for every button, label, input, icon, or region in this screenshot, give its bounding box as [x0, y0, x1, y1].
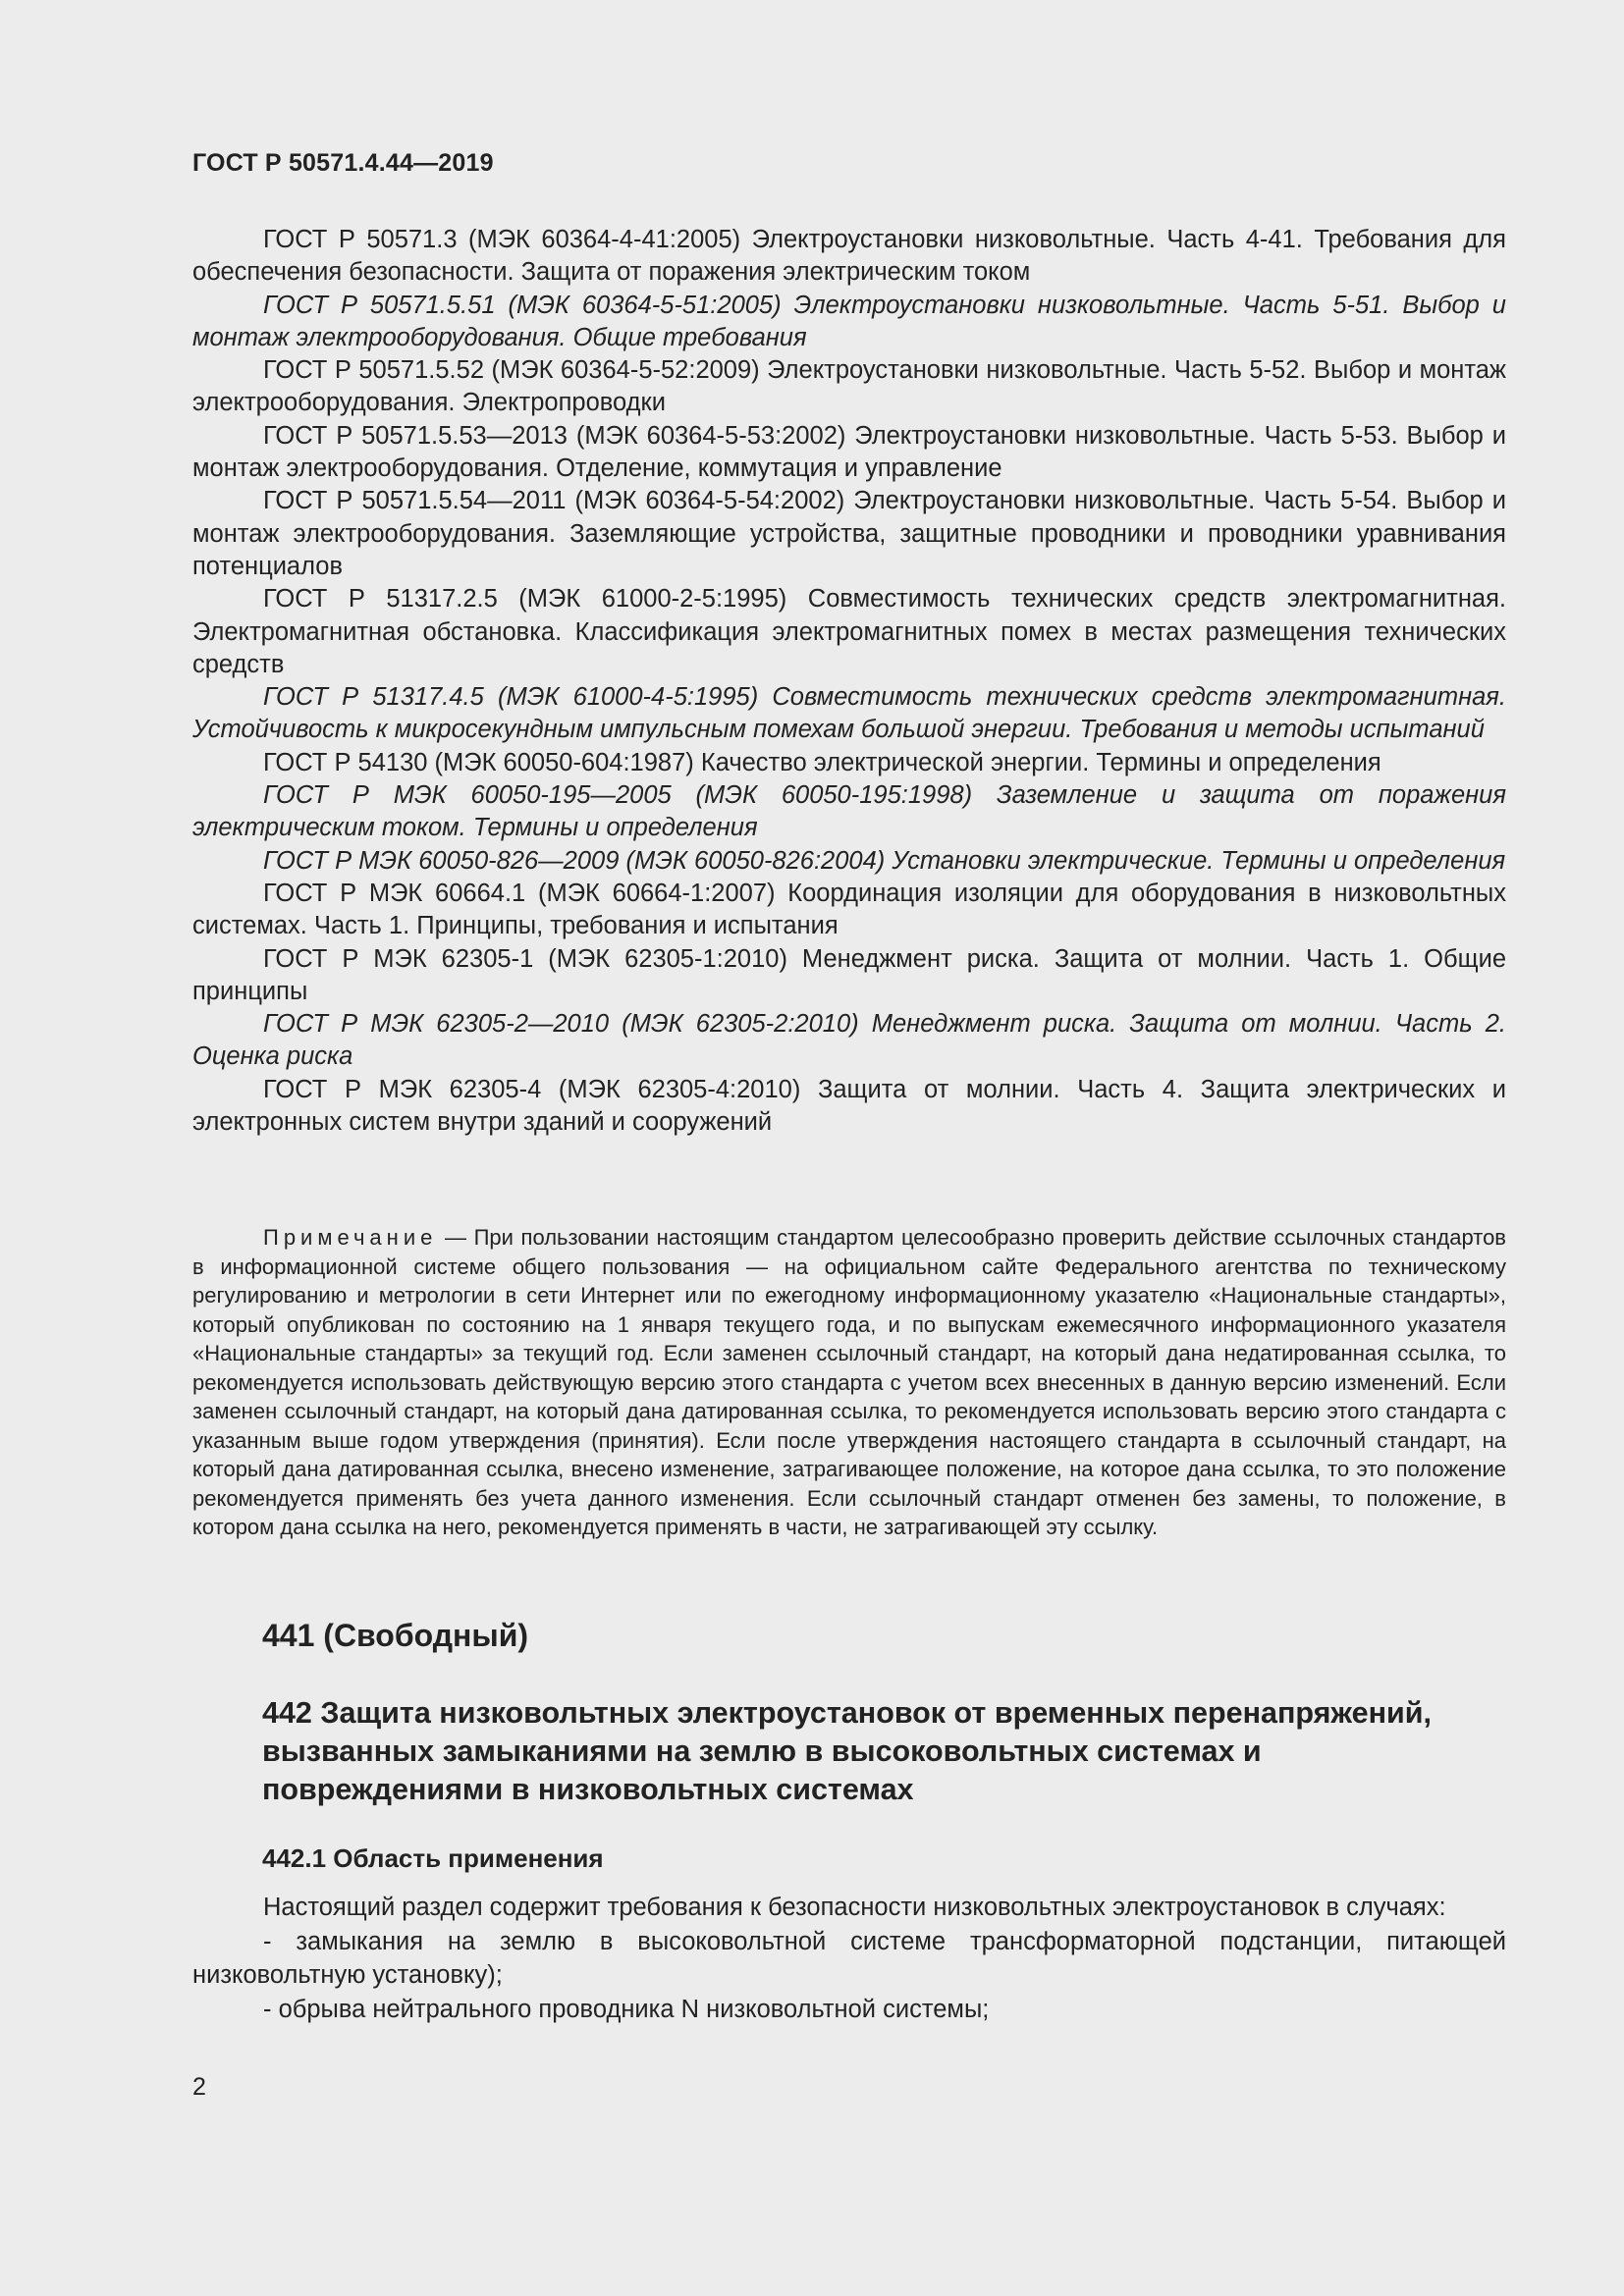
reference-item: ГОСТ Р МЭК 60050-826—2009 (МЭК 60050-826:2004) Установки электрические. Термины и определения — [263, 846, 1506, 875]
normative-references-list — [192, 224, 1506, 1139]
reference-item: ГОСТ Р МЭК 60664.1 (МЭК 60664-1:2007) Координация изоляции для оборудования в низковольтных системах. Часть 1. Принципы, требования и испытания — [192, 879, 1506, 940]
body-paragraph: Настоящий раздел содержит требования к безопасности низковольтных электроустановок в случаях: — [263, 1894, 1446, 1921]
reference-item: ГОСТ Р МЭК 60050-195—2005 (МЭК 60050-195:1998) Заземление и защита от поражения электрическим током. Термины и определения — [192, 781, 1506, 842]
note-paragraph — [192, 1223, 1506, 1542]
reference-item: ГОСТ Р 51317.4.5 (МЭК 61000-4-5:1995) Совместимость технических средств электромагнитная. Устойчивость к микросекундным импульсным помехам большой энергии. Требования и методы испытаний — [192, 683, 1506, 744]
document-code-header: ГОСТ Р 50571.4.44—2019 — [192, 149, 494, 177]
reference-item: ГОСТ Р 51317.2.5 (МЭК 61000-2-5:1995) Совместимость технических средств электромагнитная. Электромагнитная обстановка. Классификация электромагнитных помех в местах размещения технических средств — [192, 585, 1506, 678]
list-item: - замыкания на землю в высоковольтной системе трансформаторной подстанции, питающей низковольтную установку); — [192, 1928, 1506, 1989]
note-block — [192, 1223, 1506, 1542]
reference-item: ГОСТ Р 54130 (МЭК 60050-604:1987) Качество электрической энергии. Термины и определения — [263, 748, 1381, 776]
reference-item: ГОСТ Р 50571.5.52 (МЭК 60364-5-52:2009) Электроустановки низковольтные. Часть 5-52. Выбор и монтаж электрооборудования. Электропроводки — [192, 356, 1506, 417]
list-item: - обрыва нейтрального проводника N низковольтной системы; — [263, 1996, 990, 2023]
reference-item: ГОСТ Р МЭК 62305-2—2010 (МЭК 62305-2:2010) Менеджмент риска. Защита от молнии. Часть 2. Оценка риска — [192, 1010, 1506, 1071]
page-number: 2 — [192, 2073, 206, 2101]
reference-item: ГОСТ Р 50571.5.53—2013 (МЭК 60364-5-53:2002) Электроустановки низковольтные. Часть 5-53. Выбор и монтаж электрооборудования. Отделение, коммутация и управление — [192, 421, 1506, 483]
note-label: Примечание — [263, 1225, 438, 1250]
reference-item: ГОСТ Р 50571.3 (МЭК 60364-4-41:2005) Электроустановки низковольтные. Часть 4-41. Требования для обеспечения безопасности. Защита от поражения электрическим током — [192, 226, 1506, 287]
section-442-1-heading: 442.1 Область применения — [262, 1843, 604, 1873]
reference-item: ГОСТ Р МЭК 62305-4 (МЭК 62305-4:2010) Защита от молнии. Часть 4. Защита электрических и электронных систем внутри зданий и сооружений — [192, 1075, 1506, 1137]
section-body — [192, 1891, 1506, 2027]
reference-item: ГОСТ Р 50571.5.54—2011 (МЭК 60364-5-54:2002) Электроустановки низковольтные. Часть 5-54. Выбор и монтаж электрооборудования. Заземляющие устройства, защитные проводники и проводники уравнивания потенциалов — [192, 487, 1506, 580]
reference-item: ГОСТ Р 50571.5.51 (МЭК 60364-5-51:2005) Электроустановки низковольтные. Часть 5-51. Выбор и монтаж электрооборудования. Общие требования — [192, 291, 1506, 351]
section-441-heading: 441 (Свободный) — [262, 1618, 529, 1653]
reference-item: ГОСТ Р МЭК 62305-1 (МЭК 62305-1:2010) Менеджмент риска. Защита от молнии. Часть 1. Общие принципы — [192, 944, 1506, 1005]
section-442-heading: 442 Защита низковольтных электроустановок от временных перенапряжений, вызванных замыканиями на землю в высоковольтных системах и повреждениями в низковольтных системах — [262, 1696, 1433, 1806]
note-text: — При пользовании настоящим стандартом целесообразно проверить действие ссылочных стандартов в информационной системе общего пользования — на официальном сайте Федерального агентства по техническому регулированию и метрологии в сети Интернет или по ежегодному информационному указателю «Национальные стандарты», который опубликован по состоянию на 1 января текущего года, и по выпускам ежемесячного информационного указателя «Национальные стандарты» за текущий год. Если заменен ссылочный стандарт, на который дана недатированная ссылка, то рекомендуется использовать действующую версию этого стандарта с учетом всех внесенных в данную версию изменений. Если заменен ссылочный стандарт, на который дана датированная ссылка, то рекомендуется использовать версию этого стандарта с указанным выше годом утверждения (принятия). Если после утверждения настоящего стандарта в ссылочный стандарт, на который дана датированная ссылка, внесено изменение, затрагивающее положение, на которое дана ссылка, то это положение рекомендуется применять без учета данного изменения. Если ссылочный стандарт отменен без замены, то положение, в котором дана ссылка на него, рекомендуется применять в части, не затрагивающей эту ссылку. — [192, 1225, 1506, 1539]
